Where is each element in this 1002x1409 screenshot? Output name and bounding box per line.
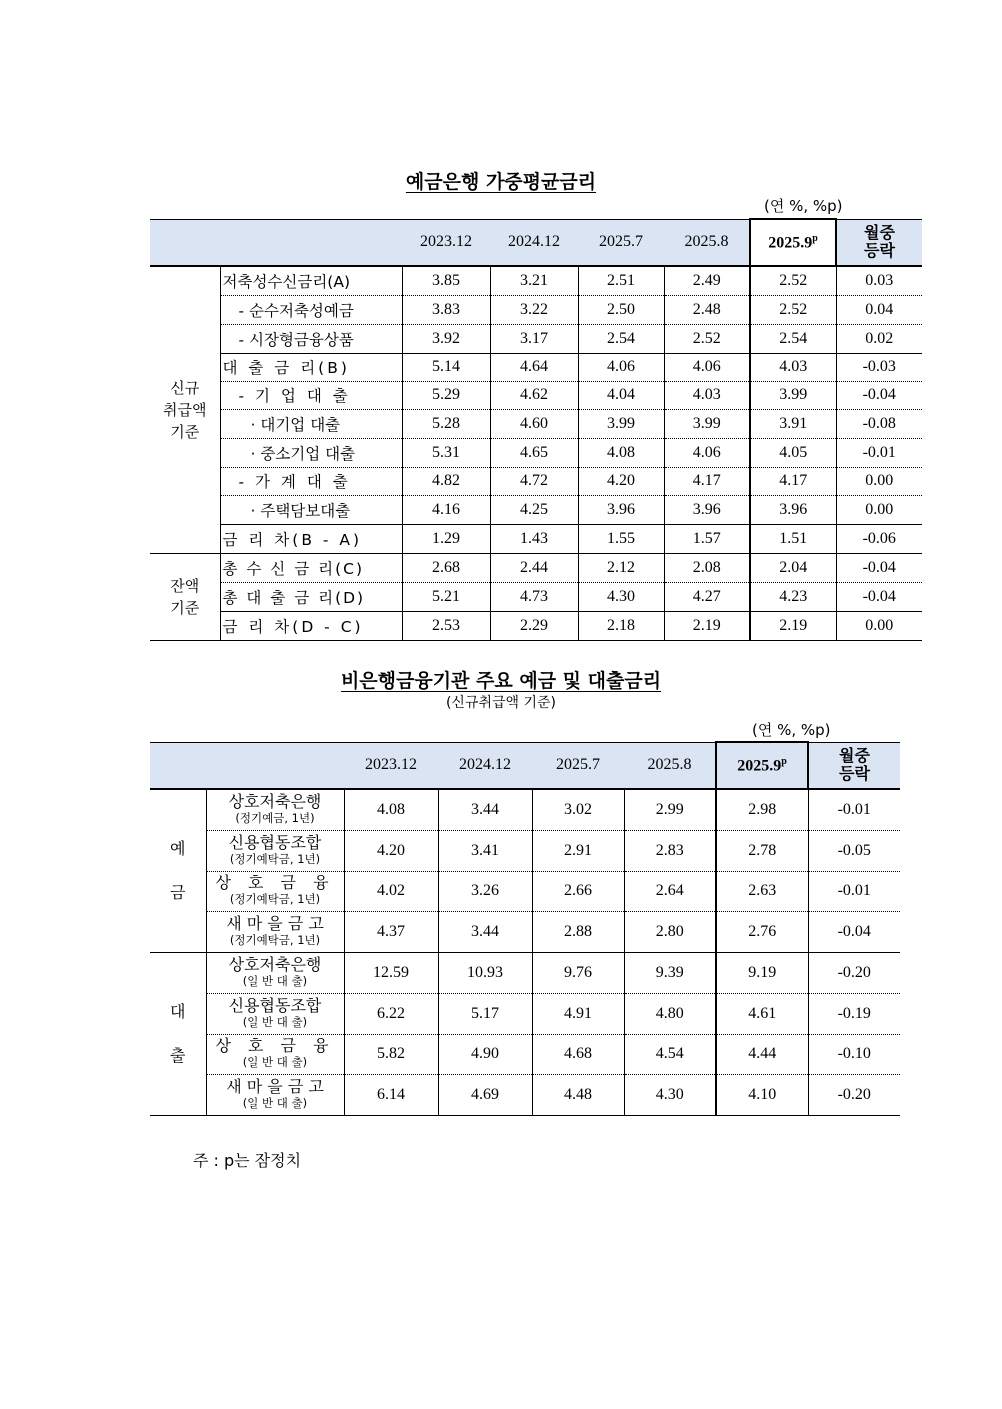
row-label: 상호저축은행 (일 반 대 출) [206, 952, 344, 993]
cell: 2.29 [490, 611, 578, 640]
header-2025-9p: 2025.9$^p$ [716, 742, 808, 789]
cell: 5.14 [402, 353, 490, 381]
cell: 5.29 [402, 381, 490, 409]
row-label: 새 마 을 금 고 (일 반 대 출) [206, 1074, 344, 1115]
table1-unit: (연 %, %p) [764, 197, 843, 215]
cell: 2.50 [578, 295, 664, 324]
header-2025-8: 2025.8 [664, 219, 750, 266]
cell: 4.30 [624, 1074, 716, 1115]
cell: 3.96 [664, 495, 750, 524]
cell-change: -0.05 [808, 830, 900, 871]
cell: 4.54 [624, 1034, 716, 1074]
cell-change: -0.08 [836, 409, 922, 438]
cell: 5.21 [402, 582, 490, 611]
cell-change: -0.04 [808, 911, 900, 952]
cell: 1.55 [578, 524, 664, 553]
cell: 5.82 [344, 1034, 438, 1074]
cell-change: -0.01 [808, 789, 900, 830]
cell: 4.82 [402, 467, 490, 495]
row-label: · 주택담보대출 [220, 495, 402, 524]
cell: 4.69 [438, 1074, 532, 1115]
cell: 9.39 [624, 952, 716, 993]
cell: 2.80 [624, 911, 716, 952]
header-2024-12: 2024.12 [438, 742, 532, 789]
row-label: - 기 업 대 출 [220, 381, 402, 409]
cell: 4.06 [664, 353, 750, 381]
row-label: 총 대 출 금 리(D) [220, 582, 402, 611]
cell: 3.02 [532, 789, 624, 830]
header-2025-9p: 2025.9$^p$ [750, 219, 836, 266]
row-label: 신용협동조합 (일 반 대 출) [206, 993, 344, 1034]
row-label: 상 호 금 융 (일 반 대 출) [206, 1034, 344, 1074]
cell-change: 0.00 [836, 611, 922, 640]
cell-highlight: 2.98 [716, 789, 808, 830]
cell: 3.85 [402, 266, 490, 295]
cell-highlight: 9.19 [716, 952, 808, 993]
cell: 3.22 [490, 295, 578, 324]
row-label: 신용협동조합 (정기예탁금, 1년) [206, 830, 344, 871]
cell: 2.48 [664, 295, 750, 324]
cell-highlight: 2.63 [716, 871, 808, 911]
cell-highlight: 4.03 [750, 353, 836, 381]
table2-subtitle: (신규취급액 기준) [445, 695, 557, 711]
cell-highlight: 4.61 [716, 993, 808, 1034]
cell: 4.02 [344, 871, 438, 911]
header-2024-12: 2024.12 [490, 219, 578, 266]
cell-change: -0.04 [836, 582, 922, 611]
cell-change: 0.04 [836, 295, 922, 324]
cell: 4.06 [578, 353, 664, 381]
cell: 2.99 [624, 789, 716, 830]
cell: 2.53 [402, 611, 490, 640]
cell: 1.57 [664, 524, 750, 553]
cell-highlight: 3.91 [750, 409, 836, 438]
cell-highlight: 2.76 [716, 911, 808, 952]
cell: 2.18 [578, 611, 664, 640]
cell: 6.22 [344, 993, 438, 1034]
row-label: 총 수 신 금 리(C) [220, 553, 402, 582]
nonbank-rate-table [150, 741, 900, 1116]
cell-highlight: 1.51 [750, 524, 836, 553]
cell-change: -0.04 [836, 381, 922, 409]
header-blank [150, 742, 344, 789]
row-label: - 가 계 대 출 [220, 467, 402, 495]
row-label: 새 마 을 금 고 (정기예탁금, 1년) [206, 911, 344, 952]
cell-change: 0.02 [836, 324, 922, 353]
row-label: · 대기업 대출 [220, 409, 402, 438]
cell: 3.17 [490, 324, 578, 353]
cell: 5.31 [402, 438, 490, 467]
header-2025-7: 2025.7 [578, 219, 664, 266]
row-label: 금 리 차(B - A) [220, 524, 402, 553]
table1-title: 예금은행 가중평균금리 [405, 171, 597, 193]
header-monthly-change: 월중 등락 [808, 742, 900, 789]
cell: 4.06 [664, 438, 750, 467]
cell: 9.76 [532, 952, 624, 993]
cell: 4.27 [664, 582, 750, 611]
header-2025-7: 2025.7 [532, 742, 624, 789]
cell-change: -0.01 [836, 438, 922, 467]
cell: 3.44 [438, 911, 532, 952]
cell: 12.59 [344, 952, 438, 993]
group-loan: 대 출 [150, 952, 206, 1115]
cell: 4.03 [664, 381, 750, 409]
cell-highlight: 2.78 [716, 830, 808, 871]
cell-highlight: 4.10 [716, 1074, 808, 1115]
header-2023-12: 2023.12 [344, 742, 438, 789]
cell-highlight: 4.17 [750, 467, 836, 495]
cell: 4.16 [402, 495, 490, 524]
cell-highlight: 2.54 [750, 324, 836, 353]
cell: 1.29 [402, 524, 490, 553]
cell: 4.64 [490, 353, 578, 381]
cell: 2.88 [532, 911, 624, 952]
cell: 2.83 [624, 830, 716, 871]
cell: 3.44 [438, 789, 532, 830]
cell-change: -0.10 [808, 1034, 900, 1074]
cell-highlight: 4.05 [750, 438, 836, 467]
cell: 3.99 [578, 409, 664, 438]
cell-change: 0.00 [836, 467, 922, 495]
row-label: - 순수저축성예금 [220, 295, 402, 324]
row-label: 상호저축은행 (정기예금, 1년) [206, 789, 344, 830]
deposit-bank-rate-table [150, 218, 922, 641]
cell: 4.68 [532, 1034, 624, 1074]
cell: 3.21 [490, 266, 578, 295]
cell-highlight: 4.44 [716, 1034, 808, 1074]
cell-highlight: 2.52 [750, 295, 836, 324]
cell: 3.41 [438, 830, 532, 871]
cell: 4.90 [438, 1034, 532, 1074]
cell: 3.96 [578, 495, 664, 524]
row-label: 저축성수신금리(A) [220, 266, 402, 295]
cell: 4.17 [664, 467, 750, 495]
cell-change: -0.20 [808, 1074, 900, 1115]
cell: 4.73 [490, 582, 578, 611]
cell-highlight: 3.99 [750, 381, 836, 409]
cell: 2.51 [578, 266, 664, 295]
cell: 3.99 [664, 409, 750, 438]
cell: 2.54 [578, 324, 664, 353]
cell: 2.44 [490, 553, 578, 582]
cell-highlight: 2.04 [750, 553, 836, 582]
cell: 2.49 [664, 266, 750, 295]
cell-change: -0.19 [808, 993, 900, 1034]
cell: 4.65 [490, 438, 578, 467]
cell: 5.28 [402, 409, 490, 438]
group-balance-basis: 잔액 기준 [150, 553, 220, 640]
cell: 2.19 [664, 611, 750, 640]
cell: 4.91 [532, 993, 624, 1034]
cell: 1.43 [490, 524, 578, 553]
cell: 4.04 [578, 381, 664, 409]
cell: 4.37 [344, 911, 438, 952]
cell: 10.93 [438, 952, 532, 993]
row-label: 상 호 금 융 (정기예탁금, 1년) [206, 871, 344, 911]
cell: 6.14 [344, 1074, 438, 1115]
cell-change: -0.04 [836, 553, 922, 582]
cell: 4.60 [490, 409, 578, 438]
table2-unit: (연 %, %p) [752, 721, 831, 739]
cell-change: 0.00 [836, 495, 922, 524]
row-label: · 중소기업 대출 [220, 438, 402, 467]
group-deposit: 예 금 [150, 789, 206, 952]
group-new-issue-basis: 신규 취급액 기준 [150, 266, 220, 553]
header-2023-12: 2023.12 [402, 219, 490, 266]
row-label: 금 리 차(D - C) [220, 611, 402, 640]
cell: 2.66 [532, 871, 624, 911]
footnote: 주 : p는 잠정치 [193, 1151, 302, 1170]
table2-title: 비은행금융기관 주요 예금 및 대출금리 [340, 670, 662, 692]
cell: 4.48 [532, 1074, 624, 1115]
row-label: - 시장형금융상품 [220, 324, 402, 353]
cell: 4.20 [578, 467, 664, 495]
cell-change: -0.06 [836, 524, 922, 553]
cell: 5.17 [438, 993, 532, 1034]
cell: 2.91 [532, 830, 624, 871]
cell-change: -0.01 [808, 871, 900, 911]
cell-highlight: 2.52 [750, 266, 836, 295]
cell: 4.20 [344, 830, 438, 871]
cell: 2.68 [402, 553, 490, 582]
cell: 4.08 [344, 789, 438, 830]
cell: 2.64 [624, 871, 716, 911]
cell-change: -0.03 [836, 353, 922, 381]
row-label: 대 출 금 리(B) [220, 353, 402, 381]
cell: 4.08 [578, 438, 664, 467]
cell: 4.72 [490, 467, 578, 495]
cell: 4.30 [578, 582, 664, 611]
cell-change: 0.03 [836, 266, 922, 295]
cell: 2.52 [664, 324, 750, 353]
header-monthly-change: 월중 등락 [836, 219, 922, 266]
cell: 4.25 [490, 495, 578, 524]
cell: 3.26 [438, 871, 532, 911]
cell: 2.08 [664, 553, 750, 582]
cell-highlight: 2.19 [750, 611, 836, 640]
cell-change: -0.20 [808, 952, 900, 993]
header-blank [150, 219, 402, 266]
cell: 3.92 [402, 324, 490, 353]
cell: 4.62 [490, 381, 578, 409]
header-2025-8: 2025.8 [624, 742, 716, 789]
cell-highlight: 3.96 [750, 495, 836, 524]
cell: 3.83 [402, 295, 490, 324]
cell: 4.80 [624, 993, 716, 1034]
cell: 2.12 [578, 553, 664, 582]
cell-highlight: 4.23 [750, 582, 836, 611]
